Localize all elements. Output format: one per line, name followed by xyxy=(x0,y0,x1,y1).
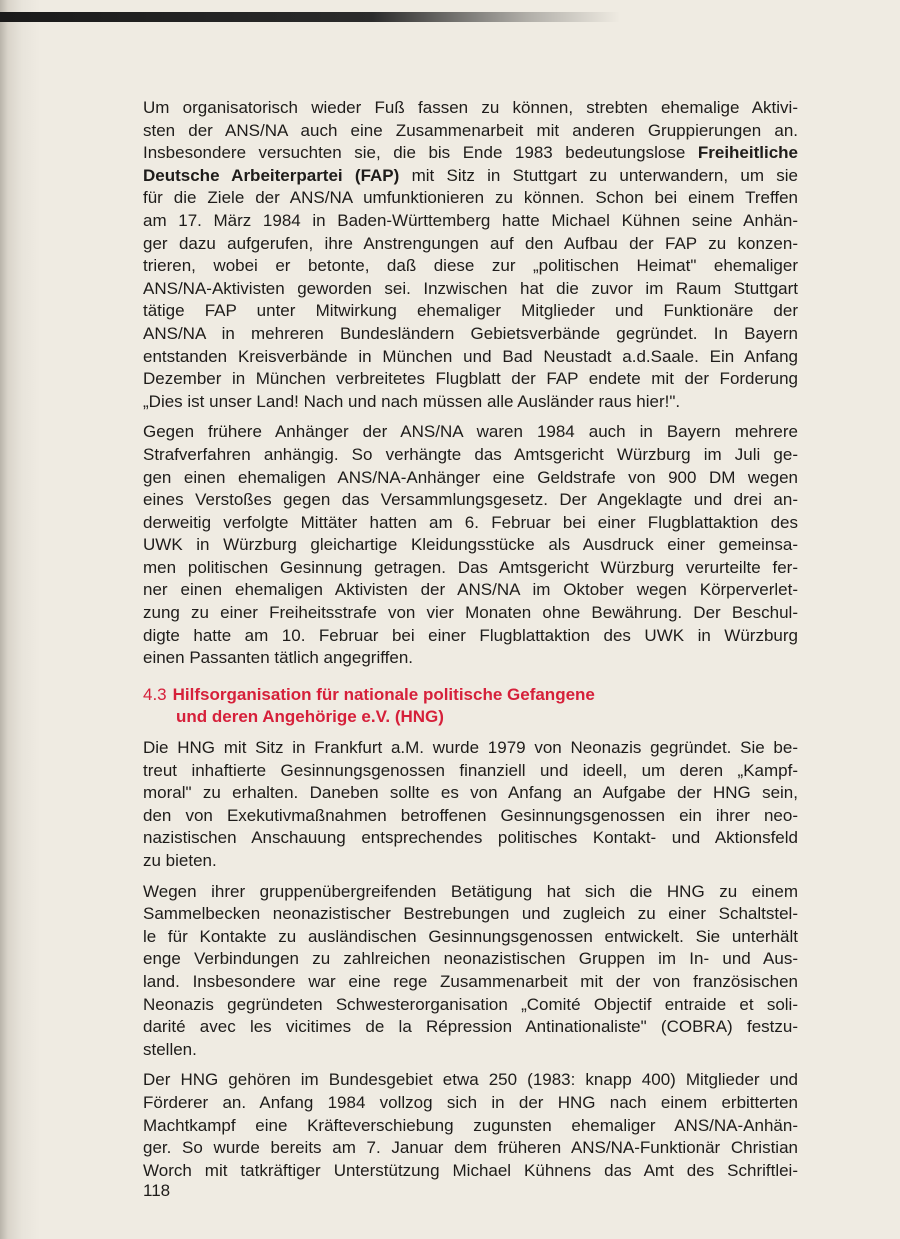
text-line: sten der ANS/NA auch eine Zusammenarbeit mit anderen Gruppierungen an. xyxy=(143,120,798,140)
text-line: für die Ziele der ANS/NA umfunktionieren zu können. Schon bei einem Treffen xyxy=(143,188,798,208)
text-line: derweitig verfolgte Mittäter hatten am 6. Februar bei einer Flugblattaktion des xyxy=(143,512,798,532)
text-line: le für Kontakte zu ausländischen Gesinnungsgenossen entwickelt. Sie unterhält xyxy=(143,926,798,946)
text-run: mit Sitz in Stuttgart zu unterwandern, um sie xyxy=(399,165,798,185)
text-line: Strafverfahren anhängig. So verhängte das Amtsgericht Würzburg im Juli ge- xyxy=(143,444,798,464)
text-line: „Dies ist unser Land! Nach und nach müssen alle Ausländer raus hier!". xyxy=(143,391,681,411)
text-line: zu bieten. xyxy=(143,851,217,870)
text-line: stellen. xyxy=(143,1039,197,1059)
text-line: entstanden Kreisverbände in München und Bad Neustadt a.d.Saale. Ein Anfang xyxy=(143,346,798,366)
paragraph-hng-intro xyxy=(143,737,798,873)
text-line: enge Verbindungen zu zahlreichen neonazistischen Gruppen im In- und Aus- xyxy=(143,949,798,969)
text-line xyxy=(143,165,798,188)
text-run: Insbesondere versuchten sie, die bis Ende 1983 bedeutungslose xyxy=(143,143,698,163)
text-line: nazistischen Anschauung entsprechendes politisches Kontakt- und Aktionsfeld xyxy=(143,828,798,848)
text-line: digte hatte am 10. Februar bei einer Flugblattaktion des UWK in Würzburg xyxy=(143,625,798,645)
paragraph-strafverfahren xyxy=(143,421,798,670)
text-line: eines Verstoßes gegen das Versammlungsgesetz. Der Angeklagte und drei an- xyxy=(143,490,798,510)
paragraph-fap xyxy=(143,97,798,413)
section-heading xyxy=(143,684,798,729)
text-line: Die HNG mit Sitz in Frankfurt a.M. wurde 1979 von Neonazis gegründet. Sie be- xyxy=(143,738,798,758)
text-line: treut inhaftierte Gesinnungsgenossen finanziell und ideell, um deren „Kampf- xyxy=(143,760,798,780)
text-line: zung zu einer Freiheitsstrafe von vier Monaten ohne Bewährung. Der Beschul- xyxy=(143,603,798,623)
text-line: Um organisatorisch wieder Fuß fassen zu können, strebten ehemalige Aktivi- xyxy=(143,98,798,117)
page-number: 118 xyxy=(143,1181,171,1200)
text-line: moral" zu erhalten. Daneben sollte es von Anfang an Aufgabe der HNG sein, xyxy=(143,783,798,803)
text-line: Sammelbecken neonazistischer Bestrebungen und zugleich zu einer Schaltstel- xyxy=(143,904,798,924)
text-line xyxy=(143,142,798,165)
text-line: Machtkampf eine Kräfteverschiebung zugunsten ehemaliger ANS/NA-Anhän- xyxy=(143,1115,798,1135)
top-rule xyxy=(0,12,620,22)
text-line: einen Passanten tätlich angegriffen. xyxy=(143,648,413,668)
text-line: ger. So wurde bereits am 7. Januar dem früheren ANS/NA-Funktionär Christian xyxy=(143,1138,798,1158)
paragraph-hng-members xyxy=(143,1069,798,1182)
text-line: trieren, wobei er betonte, daß diese zur „politischen Heimat" ehemaliger xyxy=(143,256,798,276)
section-title-line2: und deren Angehörige e.V. (HNG) xyxy=(176,707,444,727)
text-line: Förderer an. Anfang 1984 vollzog sich in der HNG nach einem erbitterten xyxy=(143,1092,798,1112)
text-line: ANS/NA in mehreren Bundesländern Gebietsverbände gegründet. In Bayern xyxy=(143,323,798,343)
text-line: UWK in Würzburg gleichartige Kleidungsstücke als Ausdruck einer gemeinsa- xyxy=(143,535,798,555)
text-line: land. Insbesondere war eine rege Zusammenarbeit mit der von französischen xyxy=(143,971,798,991)
paragraph-hng-network xyxy=(143,881,798,1062)
page-text xyxy=(143,97,798,1190)
text-line: tätige FAP unter Mitwirkung ehemaliger Mitglieder und Funktionäre der xyxy=(143,301,798,321)
text-line: Gegen frühere Anhänger der ANS/NA waren 1984 auch in Bayern mehrere xyxy=(143,422,798,442)
text-line: den von Exekutivmaßnahmen betroffenen Gesinnungsgenossen ein ihrer neo- xyxy=(143,805,798,825)
page-left-edge-shadow xyxy=(0,0,40,1239)
bold-term: Freiheitliche xyxy=(697,143,798,163)
text-line: Worch mit tatkräftiger Unterstützung Michael Kühnens das Amt des Schriftlei- xyxy=(143,1160,798,1180)
text-line: men politischen Gesinnung getragen. Das Amtsgericht Würzburg verurteilte fer- xyxy=(143,557,798,577)
text-line: Der HNG gehören im Bundesgebiet etwa 250 (1983: knapp 400) Mitglieder und xyxy=(143,1070,798,1090)
bold-term: Deutsche Arbeiterpartei (FAP) xyxy=(143,165,400,185)
section-number: 4.3 xyxy=(143,684,167,704)
text-line: ANS/NA-Aktivisten geworden sei. Inzwischen hat die zuvor im Raum Stuttgart xyxy=(143,278,798,298)
section-title-line1: Hilfsorganisation für nationale politische Gefangene xyxy=(172,684,595,704)
text-line: ner einen ehemaligen Aktivisten der ANS/NA im Oktober wegen Körperverlet- xyxy=(143,580,798,600)
text-line: Dezember in München verbreitetes Flugblatt der FAP endete mit der Forderung xyxy=(143,369,798,389)
text-line: darité avec les vicitimes de la Répression Antinationaliste" (COBRA) festzu- xyxy=(143,1017,798,1037)
text-line: ger dazu aufgerufen, ihre Anstrengungen auf den Aufbau der FAP zu konzen- xyxy=(143,233,798,253)
text-line: Neonazis gegründeten Schwesterorganisation „Comité Objectif entraide et soli- xyxy=(143,994,798,1014)
text-line: am 17. März 1984 in Baden-Württemberg hatte Michael Kühnen seine Anhän- xyxy=(143,210,798,230)
text-line: Wegen ihrer gruppenübergreifenden Betätigung hat sich die HNG zu einem xyxy=(143,881,798,901)
text-line: gen einen ehemaligen ANS/NA-Anhänger eine Geldstrafe von 900 DM wegen xyxy=(143,467,798,487)
